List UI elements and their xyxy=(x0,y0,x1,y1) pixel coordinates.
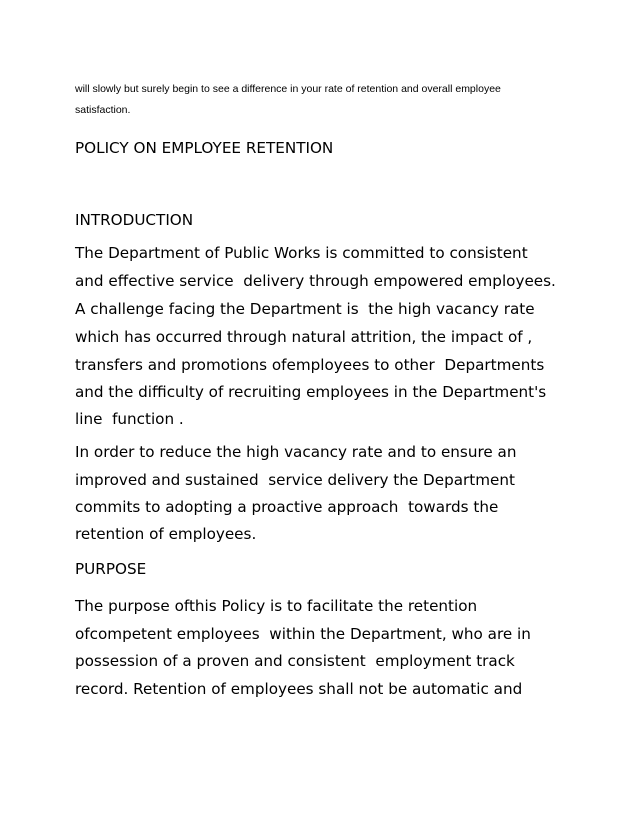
purpose-p1-line-2: ofcompetent employees within the Department, who are in xyxy=(75,625,531,643)
purpose-heading: PURPOSE xyxy=(75,560,147,578)
purpose-p1-line-3: possession of a proven and consistent employment track xyxy=(75,652,515,670)
purpose-p1-line-4: record. Retention of employees shall not be automatic and xyxy=(75,680,523,698)
intro-p2-line-3: commits to adopting a proactive approach towards the xyxy=(75,498,499,516)
purpose-p1-line-1: The purpose ofthis Policy is to facilitate the retention xyxy=(75,597,478,615)
intro-p1-line-5: transfers and promotions ofemployees to other Departments xyxy=(75,356,545,374)
intro-p1-line-3: A challenge facing the Department is the high vacancy rate xyxy=(75,300,535,318)
introduction-heading: INTRODUCTION xyxy=(75,211,194,229)
intro-p1-line-4: which has occurred through natural attrition, the impact of , xyxy=(75,328,533,346)
intro-p1-line-6: and the difficulty of recruiting employees in the Department's xyxy=(75,383,547,401)
intro-p1-line-7: line function . xyxy=(75,410,184,428)
continuation-line-2: satisfaction. xyxy=(75,104,131,116)
intro-p1-line-1: The Department of Public Works is committed to consistent xyxy=(75,244,528,262)
intro-p1-line-2: and effective service delivery through empowered employees. xyxy=(75,272,556,290)
policy-title: POLICY ON EMPLOYEE RETENTION xyxy=(75,139,334,157)
intro-p2-line-2: improved and sustained service delivery the Department xyxy=(75,471,515,489)
intro-p2-line-4: retention of employees. xyxy=(75,525,257,543)
intro-p2-line-1: In order to reduce the high vacancy rate and to ensure an xyxy=(75,443,517,461)
continuation-line-1: will slowly but surely begin to see a difference in your rate of retention and overall employee xyxy=(75,83,501,95)
